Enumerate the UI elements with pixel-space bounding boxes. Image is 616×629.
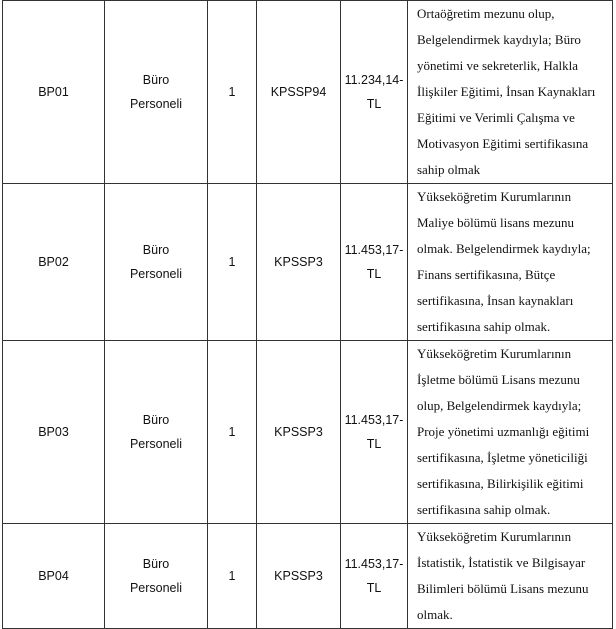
- requirement-line: olup, Belgelendirmek kaydıyla;: [417, 398, 582, 413]
- salary-line: 11.453,17-: [344, 557, 404, 571]
- position-code-cell: [3, 341, 105, 524]
- salary-line: TL: [366, 437, 382, 451]
- requirement-line: Proje yönetimi uzmanlığı eğitimi: [417, 424, 590, 439]
- requirement-line: Eğitimi ve Verimli Çalışma ve: [417, 110, 575, 125]
- requirements-cell: [408, 184, 613, 341]
- requirement-line: sertifikasına sahip olmak.: [417, 502, 551, 517]
- score-type-cell: [257, 184, 341, 341]
- position-code: BP03: [38, 425, 69, 439]
- position-code: BP04: [38, 569, 69, 583]
- score-type: KPSSP3: [274, 425, 323, 439]
- position-count-cell: [208, 184, 257, 341]
- position-title-line: Personeli: [129, 437, 183, 451]
- requirement-line: Ortaöğretim mezunu olup,: [417, 6, 555, 21]
- requirement-line: yönetimi ve sekreterlik, Halkla: [417, 58, 579, 73]
- position-title-cell: [105, 1, 208, 184]
- salary-line: TL: [366, 581, 382, 595]
- score-type-cell: [257, 524, 341, 629]
- requirement-line: olmak. Belgelendirmek kaydıyla;: [417, 241, 591, 256]
- salary-line: TL: [366, 97, 382, 111]
- position-count: 1: [228, 425, 236, 439]
- position-count-cell: [208, 524, 257, 629]
- table-row: [3, 524, 613, 629]
- salary-line: 11.453,17-: [344, 413, 404, 427]
- requirement-line: Belgelendirmek kaydıyla; Büro: [417, 32, 581, 47]
- position-count: 1: [228, 569, 236, 583]
- requirement-line: Finans sertifikasına, Bütçe: [417, 267, 556, 282]
- requirement-line: sertifikasına, İnsan kaynakları: [417, 293, 574, 308]
- requirements-cell: [408, 341, 613, 524]
- salary-cell: [341, 184, 408, 341]
- score-type: KPSSP3: [274, 569, 323, 583]
- table-row: [3, 341, 613, 524]
- requirement-line: sahip olmak: [417, 162, 481, 177]
- table-row: [3, 1, 613, 184]
- requirements-cell: [408, 524, 613, 629]
- salary-cell: [341, 341, 408, 524]
- score-type-cell: [257, 341, 341, 524]
- requirement-line: Maliye bölümü lisans mezunu: [417, 215, 575, 230]
- job-requirements-table: [2, 0, 613, 629]
- requirement-line: İstatistik, İstatistik ve Bilgisayar: [417, 555, 586, 570]
- score-type-cell: [257, 1, 341, 184]
- position-code-cell: [3, 524, 105, 629]
- position-code: BP01: [38, 85, 69, 99]
- table-row: [3, 184, 613, 341]
- position-count: 1: [228, 255, 236, 269]
- salary-cell: [341, 1, 408, 184]
- position-title-line: Personeli: [129, 581, 183, 595]
- requirement-line: Yükseköğretim Kurumlarının: [417, 529, 572, 544]
- salary-line: TL: [366, 267, 382, 281]
- requirement-line: sertifikasına, Bilirkişilik eğitimi: [417, 476, 584, 491]
- requirement-line: İlişkiler Eğitimi, İnsan Kaynakları: [417, 84, 596, 99]
- position-title-line: Personeli: [129, 97, 183, 111]
- requirement-line: Motivasyon Eğitimi sertifikasına: [417, 136, 589, 151]
- position-title-cell: [105, 184, 208, 341]
- salary-cell: [341, 524, 408, 629]
- position-title-line: Büro: [142, 413, 170, 427]
- position-count-cell: [208, 341, 257, 524]
- requirement-line: sertifikasına, İşletme yöneticiliği: [417, 450, 588, 465]
- score-type: KPSSP94: [270, 85, 327, 99]
- position-count: 1: [228, 85, 236, 99]
- position-code-cell: [3, 184, 105, 341]
- requirement-line: sertifikasına sahip olmak.: [417, 319, 551, 334]
- position-title-line: Büro: [142, 73, 170, 87]
- score-type: KPSSP3: [274, 255, 323, 269]
- position-title-cell: [105, 341, 208, 524]
- position-code: BP02: [38, 255, 69, 269]
- position-title-cell: [105, 524, 208, 629]
- requirements-cell: [408, 1, 613, 184]
- requirement-line: Yükseköğretim Kurumlarının: [417, 189, 572, 204]
- requirement-line: İşletme bölümü Lisans mezunu: [417, 372, 580, 387]
- position-count-cell: [208, 1, 257, 184]
- table-body: [3, 1, 613, 629]
- position-title-line: Personeli: [129, 267, 183, 281]
- requirement-line: Yükseköğretim Kurumlarının: [417, 346, 572, 361]
- salary-line: 11.453,17-: [344, 243, 404, 257]
- salary-line: 11.234,14-: [344, 73, 404, 87]
- position-title-line: Büro: [142, 243, 170, 257]
- requirement-line: olmak.: [417, 607, 453, 622]
- position-title-line: Büro: [142, 557, 170, 571]
- requirement-line: Bilimleri bölümü Lisans mezunu: [417, 581, 589, 596]
- position-code-cell: [3, 1, 105, 184]
